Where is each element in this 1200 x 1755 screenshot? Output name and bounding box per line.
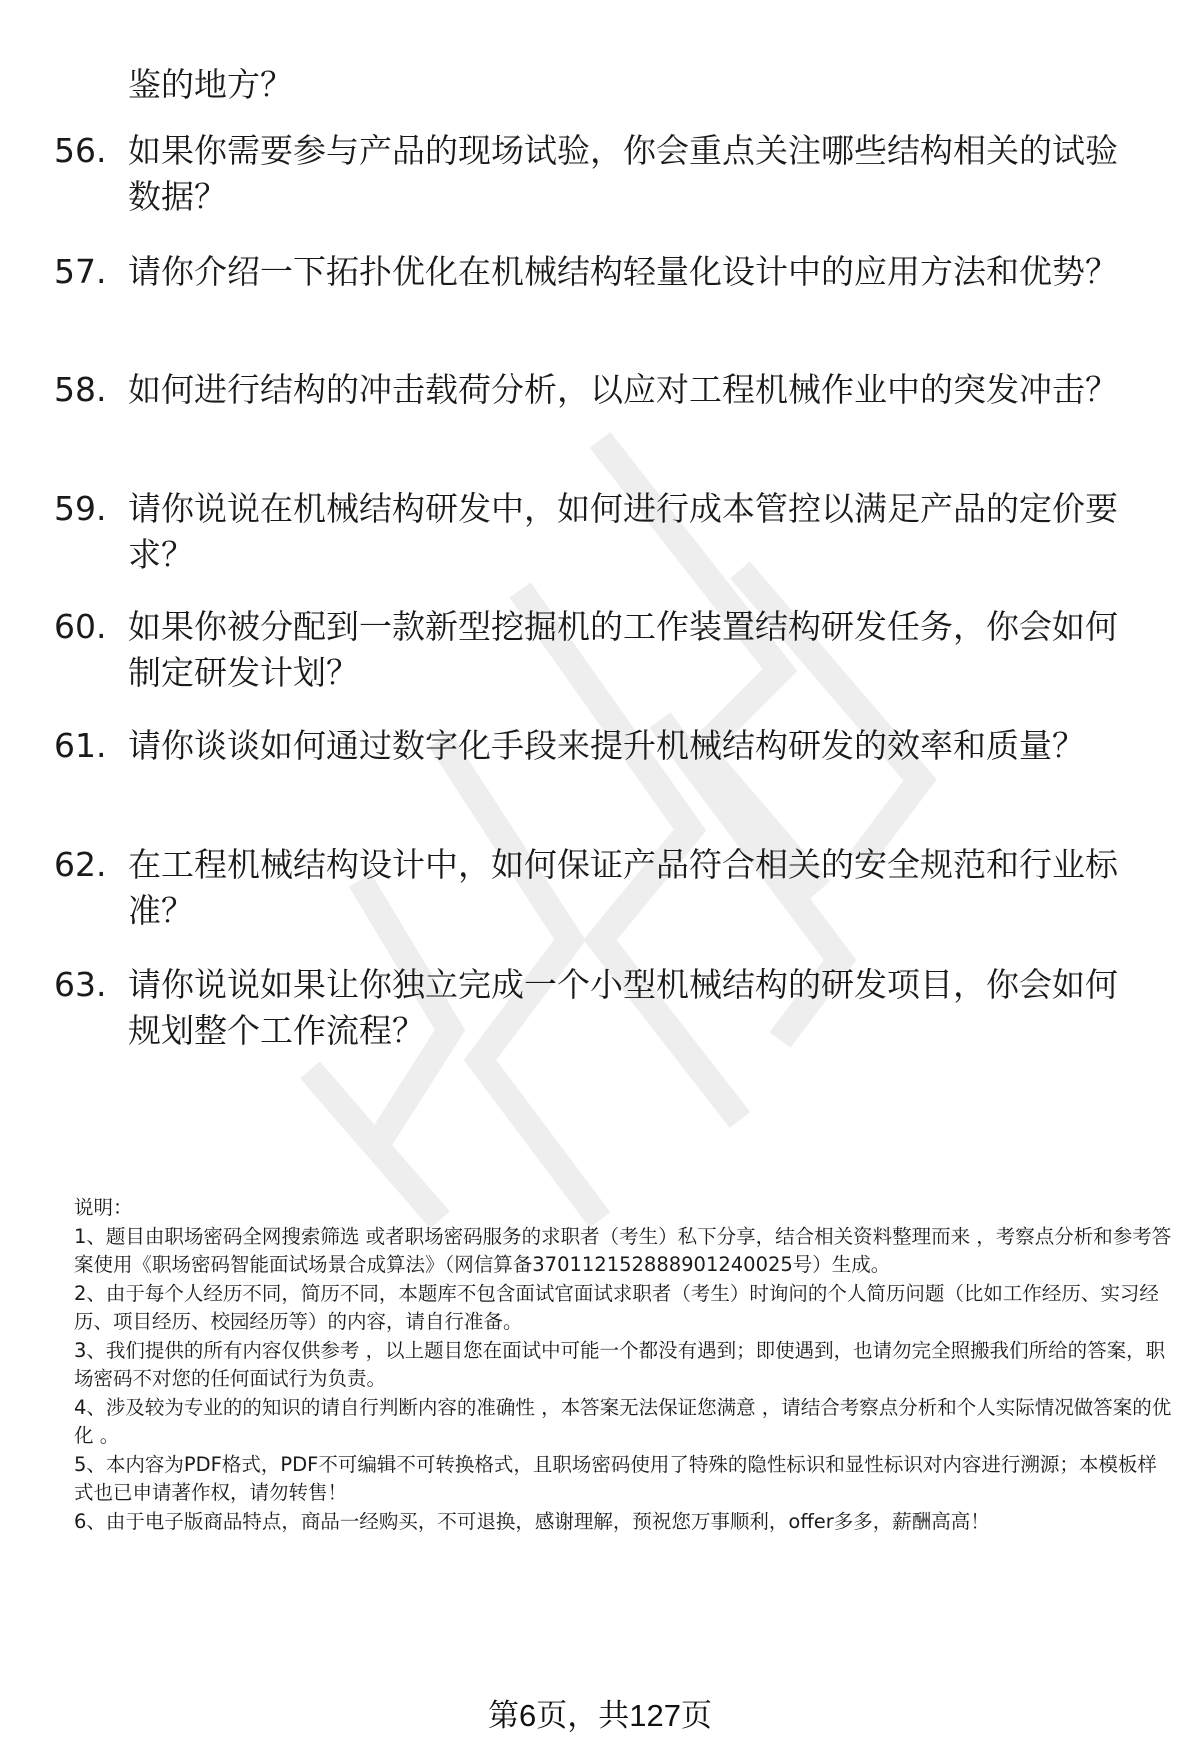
question-item: [54, 962, 1154, 1054]
question-number: 56.: [54, 131, 107, 170]
disclaimer-notes: [74, 1194, 1174, 1536]
note-item: 4、涉及较为专业的的知识的请自行判断内容的准确性 ，本答案无法保证您满意 ，请结合考察点分析和个人实际情况做答案的优化 。: [74, 1395, 1172, 1447]
question-text: 请你介绍一下拓扑优化在机械结构轻量化设计中的应用方法和优势？: [128, 252, 1118, 291]
note-item: 1、题目由职场密码全网搜索筛选 或者职场密码服务的求职者（考生）私下分享，结合相关资料整理而来 ，考察点分析和参考答案使用《职场密码智能面试场景合成算法》（网信算备370112152888901240025号）生成。: [74, 1224, 1172, 1276]
notes-title: 说明：: [74, 1196, 133, 1219]
question-number: 57.: [54, 252, 107, 291]
question-number: 60.: [54, 607, 107, 646]
note-item: 2、由于每个人经历不同，简历不同，本题库不包含面试官面试求职者（考生）时询问的个人简历问题（比如工作经历、实习经历、项目经历、校园经历等）的内容，请自行准备。: [74, 1281, 1159, 1333]
question-text: 在工程机械结构设计中，如何保证产品符合相关的安全规范和行业标准？: [128, 845, 1118, 930]
page-number-footer: 第6页，共127页: [488, 1698, 712, 1733]
question-number: 62.: [54, 845, 107, 884]
note-item: 6、由于电子版商品特点，商品一经购买，不可退换，感谢理解，预祝您万事顺利，offer多多，薪酬高高！: [74, 1509, 990, 1533]
question-item: [54, 604, 1154, 696]
question-item: [54, 128, 1154, 220]
question-item: [54, 367, 1154, 413]
question-text: 如果你需要参与产品的现场试验，你会重点关注哪些结构相关的试验数据？: [128, 131, 1118, 216]
question-text: 如果你被分配到一款新型挖掘机的工作装置结构研发任务，你会如何制定研发计划？: [128, 607, 1118, 692]
question-number: 63.: [54, 965, 107, 1004]
question-continuation: 鉴的地方？: [128, 65, 293, 104]
question-number: 61.: [54, 726, 107, 765]
question-number: 59.: [54, 489, 107, 528]
question-text: 请你说说在机械结构研发中，如何进行成本管控以满足产品的定价要求？: [128, 489, 1118, 574]
question-item: [54, 842, 1154, 934]
note-item: 5、本内容为PDF格式，PDF不可编辑不可转换格式，且职场密码使用了特殊的隐性标识和显性标识对内容进行溯源；本模板样式也已申请著作权，请勿转售！: [74, 1452, 1157, 1504]
question-number: 58.: [54, 370, 107, 409]
question-item: [54, 249, 1154, 295]
question-item: [54, 723, 1154, 769]
question-item: [54, 486, 1154, 578]
note-item: 3、我们提供的所有内容仅供参考 ，以上题目您在面试中可能一个都没有遇到；即使遇到，也请勿完全照搬我们所给的答案，职场密码不对您的任何面试行为负责。: [74, 1338, 1166, 1390]
question-text: 请你说说如果让你独立完成一个小型机械结构的研发项目，你会如何规划整个工作流程？: [128, 965, 1118, 1050]
question-text: 如何进行结构的冲击载荷分析，以应对工程机械作业中的突发冲击？: [128, 370, 1118, 409]
question-text: 请你谈谈如何通过数字化手段来提升机械结构研发的效率和质量？: [128, 726, 1085, 765]
